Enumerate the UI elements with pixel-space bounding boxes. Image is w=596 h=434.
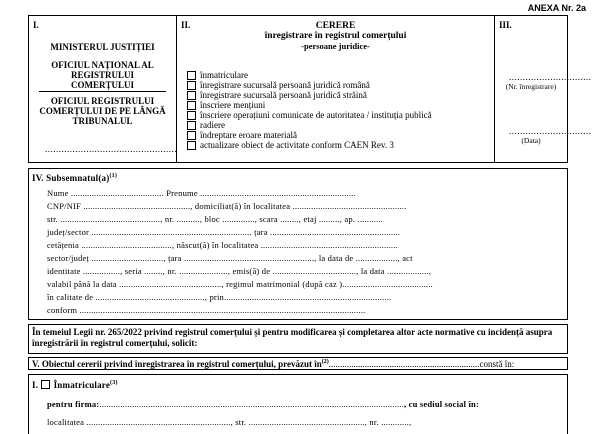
legal-basis: În temeiul Legii nr. 265/2022 privind registrul comerțului și pentru modificarea și completarea altor acte normative cu incidență asupra înregistrării în registrul comerțului, solicit: — [28, 324, 568, 354]
ministry-column — [29, 16, 177, 162]
registration-section — [28, 374, 568, 434]
conform-line[interactable]: conform ........................................................................................................................... — [47, 305, 366, 315]
option-operatiuni[interactable]: înscriere operațiuni comunicate de autoritatea / instituția publică — [187, 110, 432, 120]
registration-column — [495, 16, 592, 162]
identity-line[interactable]: identitate ................, seria ........, nr. ....................., emis(ă) de ...................................., la data .................., — [47, 266, 432, 276]
registration-number-label: (Nr. înregistrare) — [505, 82, 557, 91]
checkbox-icon[interactable] — [187, 101, 196, 110]
checkbox-icon[interactable] — [41, 380, 50, 389]
option-sucursala-straina[interactable]: înregistrare sucursală persoană juridică străină — [187, 90, 432, 100]
birth-county-line[interactable]: sector/județ ..............................., țara ........................................................, la data de .................., act — [47, 253, 413, 263]
checkbox-icon[interactable] — [187, 131, 196, 140]
date-label: (Data) — [521, 136, 541, 145]
date-field[interactable]: .............................. — [509, 126, 592, 136]
request-title-text: CERERE — [315, 21, 356, 31]
office-name: OFICIUL NAȚIONAL AL REGISTRULUI COMERȚULUI — [39, 60, 166, 92]
checkbox-icon[interactable] — [187, 141, 196, 150]
ministry-name: MINISTERUL JUSTIȚIEI — [50, 42, 155, 52]
option-inmatriculare[interactable]: înmatriculare — [187, 70, 432, 80]
section-number-ii: II. — [181, 20, 191, 30]
tribunal-dots[interactable]: ................................................ — [45, 144, 177, 154]
checkbox-icon[interactable] — [187, 81, 196, 90]
tribunal-office-name: OFICIUL REGISTRULUI COMERȚULUI DE PE LÂNGĂ TRIBUNALUL — [39, 96, 166, 126]
option-radiere[interactable]: radiere — [187, 120, 432, 130]
request-options — [187, 70, 432, 150]
section-number-i: I. — [33, 20, 39, 30]
checkbox-icon[interactable] — [187, 71, 196, 80]
request-title — [177, 21, 494, 51]
locality-line[interactable]: localitatea .............................................................., str. .................................................., nr. ............, — [47, 417, 412, 427]
street-line[interactable]: str. ..........................................., nr. .........., bloc .............., scara ........, etaj ........., ap. ........... — [47, 214, 384, 224]
registration-title: I. Înmatriculare$^{(3)}$ — [32, 380, 118, 390]
cnp-line[interactable]: CNP/NIF .............................................., domiciliat(ă) în localitatea ................................................. — [47, 201, 407, 211]
applicant-section — [28, 168, 568, 320]
request-column — [177, 16, 495, 162]
county-line[interactable]: județ/sector ..................................................................... țara ........................................................ — [47, 227, 401, 237]
name-line[interactable]: Nume ........................................ Prenume ................................................................... — [47, 188, 356, 198]
request-subtitle-2: -persoane juridice- — [301, 41, 370, 51]
registration-number-field[interactable]: .............................. — [509, 72, 592, 82]
capacity-line[interactable]: în calitate de ..............................................., prin........................................................................ — [47, 292, 392, 302]
option-eroare[interactable]: îndreptare eroare materială — [187, 130, 432, 140]
company-line[interactable]: pentru firma:..................................................................................................................................., cu sediul social în: — [47, 399, 480, 409]
option-mentiuni[interactable]: înscriere mențiuni — [187, 100, 432, 110]
header-table — [28, 15, 592, 163]
request-subtitle: înregistrare în registrul comerțului — [264, 31, 407, 41]
checkbox-icon[interactable] — [187, 121, 196, 130]
checkbox-icon[interactable] — [187, 111, 196, 120]
request-object: V. Obiectul cererii privind înregistrarea în registrul comerțului, prevăzut $în^{(2)}...................................................................constă$ în: — [28, 357, 568, 370]
option-sucursala-romana[interactable]: înregistrare sucursală persoană juridică română — [187, 80, 432, 90]
citizenship-line[interactable]: cetățenia ......................................., născut(ă) în localitatea ........................................................... — [47, 240, 398, 250]
annex-number: ANEXA Nr. 2a — [527, 3, 586, 13]
section-number-iii: III. — [499, 20, 512, 30]
validity-line[interactable]: valabil până la data ............................................, regimul matrimonial (după caz )....................................... — [47, 279, 433, 289]
checkbox-icon[interactable] — [187, 91, 196, 100]
applicant-title: IV. $Subsemnatul(a)^{(1)}$ — [32, 173, 118, 183]
option-caen[interactable]: actualizare obiect de activitate conform CAEN Rev. 3 — [187, 140, 432, 150]
